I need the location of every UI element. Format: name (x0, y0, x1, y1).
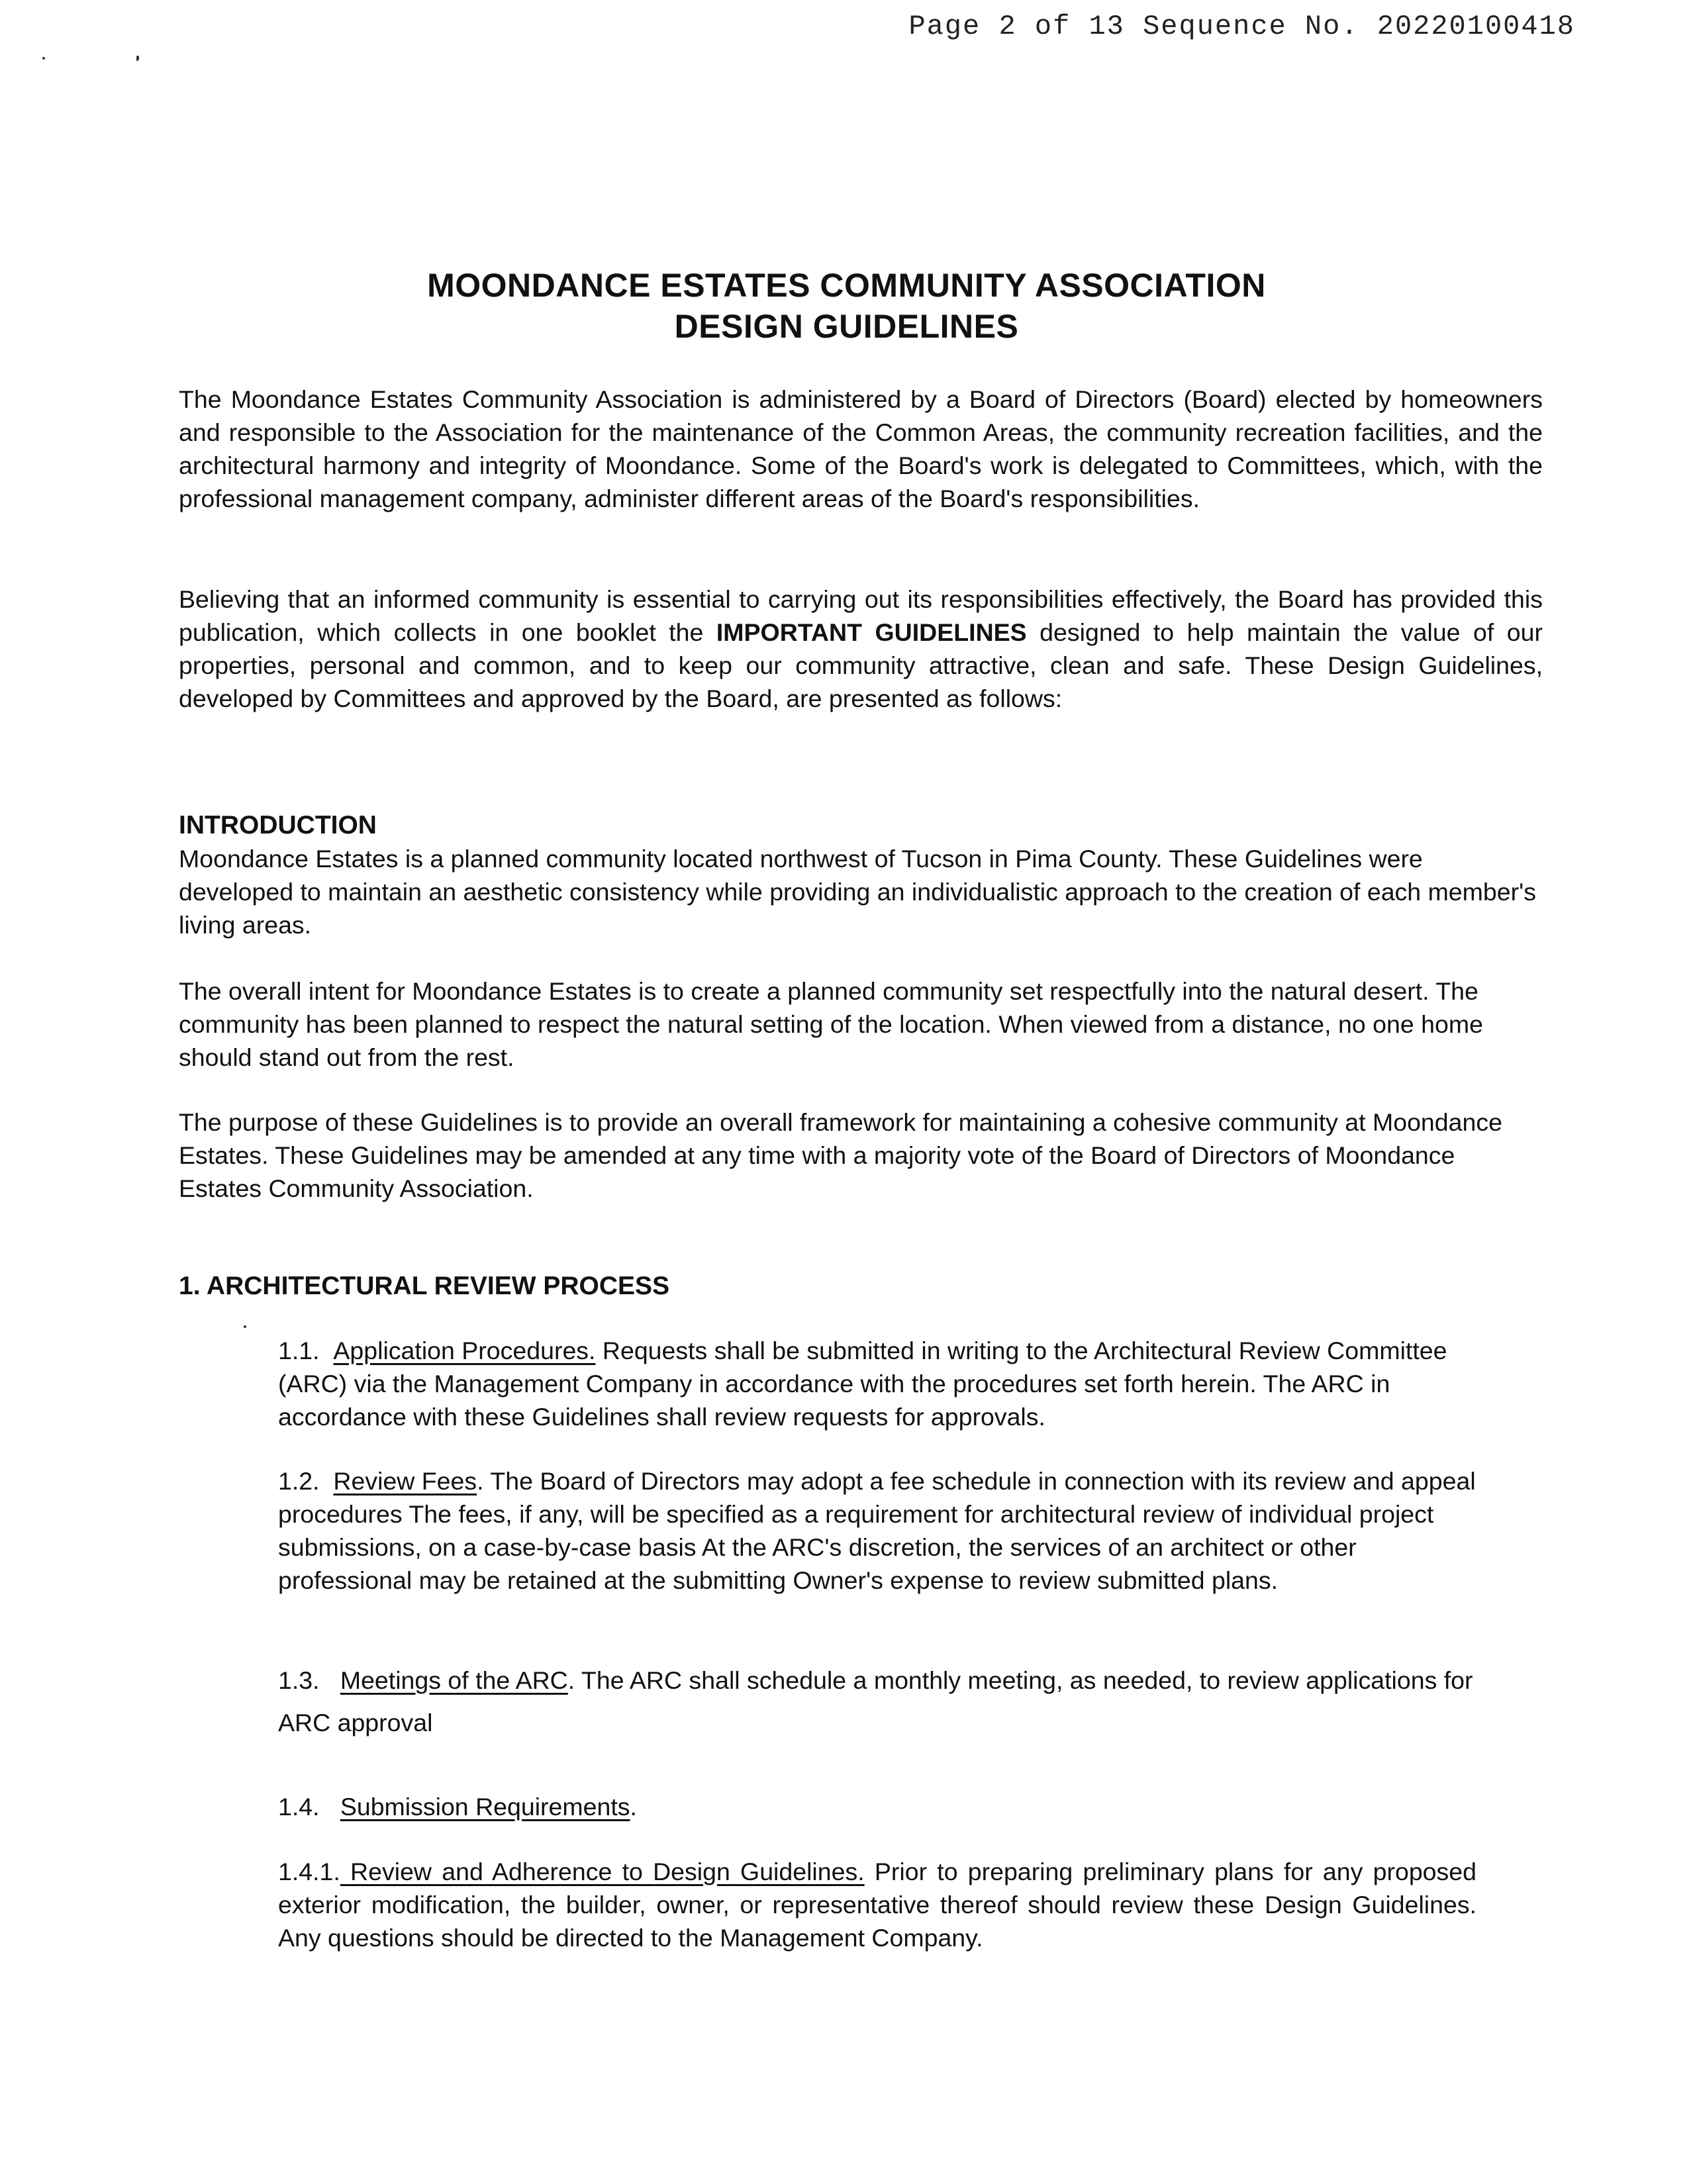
item-number: 1.4.1. (278, 1858, 340, 1885)
scan-speck (136, 56, 139, 61)
item-number: 1.1. (278, 1337, 320, 1364)
item-number: 1.2. (278, 1467, 320, 1495)
item-1-1 (278, 1334, 1476, 1433)
introduction-paragraph: Moondance Estates is a planned community located northwest of Tucson in Pima County. These Guidelines were developed to maintain an aesthetic consistency while providing an individualistic approach to the creation of each member's living areas. (179, 845, 1537, 939)
intro-paragraph-1: The Moondance Estates Community Association is administered by a Board of Directors (Board) elected by homeowners and responsible to the Association for the maintenance of the Common Areas, the community recreation facilities, and the architectural harmony and integrity of Moondance. Some of the Board's work is delegated to Committees, which, with the professional management company, administer different areas of the Board's responsibilities. (179, 385, 1543, 512)
item-text: Prior to preparing preliminary plans for any proposed exterior modification, the builder, owner, or representative thereof should review these Design Guidelines. Any questions should be directed to the Management Company. (278, 1858, 1476, 1952)
item-number: 1.3. (278, 1666, 320, 1694)
item-1-2 (278, 1464, 1476, 1597)
item-text: . The ARC shall schedule a monthly meeting, as needed, to review applications for ARC approval (278, 1666, 1473, 1736)
introduction-heading: INTRODUCTION (179, 811, 377, 839)
item-title: Meetings of the ARC (340, 1666, 568, 1694)
intro-text-before: Believing that an informed community is essential to carrying out its responsibilities effectively, the Board has provided this publication, which collects in one booklet the (179, 585, 1543, 646)
item-text: . The Board of Directors may adopt a fee schedule in connection with its review and appeal procedures The fees, if any, will be specified as a requirement for architectural review of individual project submissions, on a case-by-case basis At the ARC's discretion, the services of an architect or other professional may be retained at the submitting Owner's expense to review submitted plans. (278, 1467, 1476, 1594)
intro-text-after: designed to help maintain the value of our properties, personal and common, and to keep our community attractive, clean and safe. These Design Guidelines, developed by Committees and approved by the Board, are presented as follows: (179, 618, 1543, 712)
scan-speck (42, 57, 45, 60)
item-text: Requests shall be submitted in writing to the Architectural Review Committee (ARC) via the Management Company in accordance with the procedures set forth herein. The ARC in accordance with these Guidelines shall review requests for approvals. (278, 1337, 1447, 1431)
introduction-section (179, 809, 1543, 941)
item-1-3 (278, 1659, 1476, 1744)
item-text: . (630, 1793, 637, 1821)
item-title: Review Fees (333, 1467, 477, 1495)
important-guidelines-emphasis: IMPORTANT GUIDELINES (716, 618, 1027, 646)
title-line-2: DESIGN GUIDELINES (674, 308, 1019, 345)
intro-paragraph-2 (179, 583, 1543, 715)
item-number: 1.4. (278, 1793, 320, 1821)
item-1-4 (278, 1790, 1476, 1823)
intent-paragraph: The overall intent for Moondance Estates is to create a planned community set respectfully into the natural desert. The community has been planned to respect the natural setting of the location. When viewed from a distance, no one home should stand out from the rest. (179, 977, 1483, 1071)
title-line-1: MOONDANCE ESTATES COMMUNITY ASSOCIATION (427, 267, 1266, 304)
item-title: Review and Adherence to Design Guidelines. (340, 1858, 865, 1885)
item-title: Application Procedures. (333, 1337, 596, 1364)
page-header: Page 2 of 13 Sequence No. 20220100418 (908, 11, 1575, 42)
item-title: Submission Requirements (340, 1793, 630, 1821)
purpose-paragraph: The purpose of these Guidelines is to provide an overall framework for maintaining a cohesive community at Moondance Estates. These Guidelines may be amended at any time with a majority vote of the Board of Directors of Moondance Estates Community Association. (179, 1108, 1502, 1202)
scan-speck (244, 1325, 246, 1328)
document-title (0, 265, 1693, 347)
item-1-4-1 (278, 1855, 1476, 1954)
section-1-heading: 1. ARCHITECTURAL REVIEW PROCESS (179, 1272, 670, 1300)
